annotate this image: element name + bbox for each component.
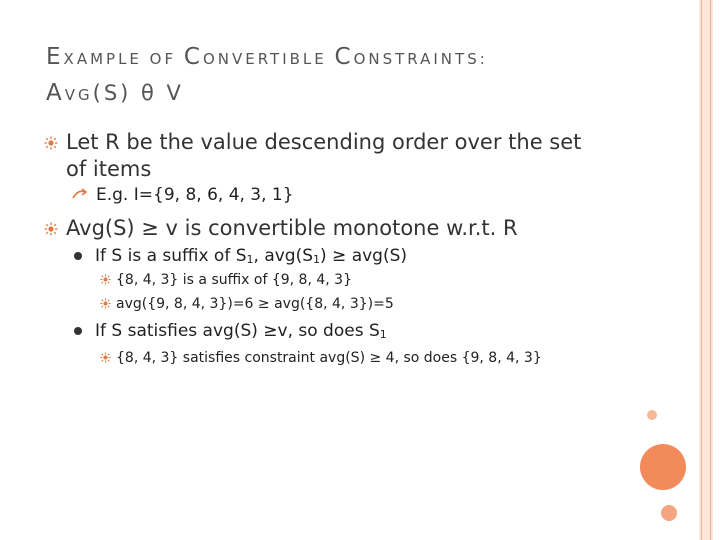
title-line-1: EXAMPLE OF CONVERTIBLE CONSTRAINTS: — [46, 44, 488, 70]
dot-bullet-icon — [74, 327, 82, 335]
decor-circle-large — [640, 444, 686, 490]
right-decorative-bar — [699, 0, 713, 540]
sun-bullet-icon — [44, 222, 58, 236]
decor-line — [701, 0, 702, 540]
sun-bullet-icon — [100, 352, 111, 363]
bullet-2-text: Avg(S) ≥ v is convertible monotone w.r.t. R — [66, 216, 518, 240]
decor-circle-medium — [661, 505, 677, 521]
bullet-2-sub-1-item-2: avg({9, 8, 4, 3})=6 ≥ avg({8, 4, 3})=5 — [116, 296, 394, 312]
bullet-2-sub-1: If S is a suffix of S1, avg(S1) ≥ avg(S) — [95, 246, 408, 266]
decor-line — [710, 0, 711, 540]
bullet-1-example: E.g. I={9, 8, 6, 4, 3, 1} — [96, 185, 294, 205]
dot-bullet-icon — [74, 252, 82, 260]
bullet-2-sub-2: If S satisfies avg(S) ≥v, so does S1 — [95, 321, 387, 341]
decor-circle-small — [647, 410, 657, 420]
bullet-1-line-2: of items — [66, 157, 152, 181]
sun-bullet-icon — [100, 298, 111, 309]
slide-title — [46, 40, 488, 112]
sun-bullet-icon — [100, 274, 111, 285]
bullet-2-sub-2-item-1: {8, 4, 3} satisfies constraint avg(S) ≥ 4, so does {9, 8, 4, 3} — [116, 350, 542, 366]
curved-arrow-bullet-icon — [72, 187, 88, 201]
sun-bullet-icon — [44, 136, 58, 150]
bullet-1-line-1: Let R be the value descending order over the set — [66, 130, 582, 154]
title-line-2: AVG(S) θ V — [46, 80, 184, 106]
bullet-2-sub-1-item-1: {8, 4, 3} is a suffix of {9, 8, 4, 3} — [116, 272, 352, 288]
